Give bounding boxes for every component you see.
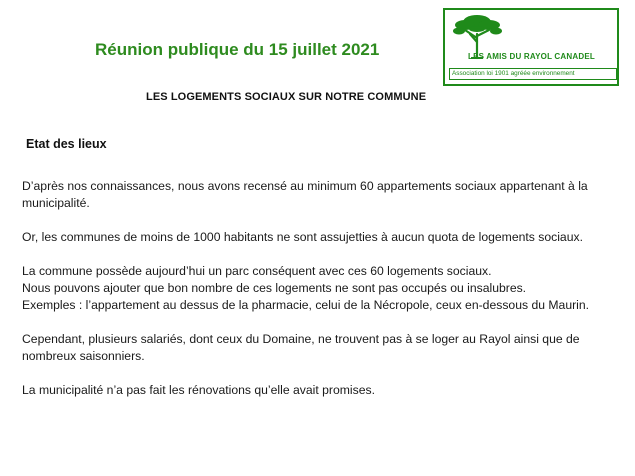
association-logo (443, 8, 619, 86)
paragraph-line: Exemples : l’appartement au dessus de la pharmacie, celui de la Nécropole, ceux en-dessous du Maurin. (22, 298, 590, 312)
paragraph-line: La commune possède aujourd’hui un parc conséquent avec ces 60 logements sociaux. (22, 264, 492, 278)
paragraph-line: Nous pouvons ajouter que bon nombre de ces logements ne sont pas occupés ou insalubres. (22, 281, 527, 295)
paragraph-line: D’après nos connaissances, nous avons recensé au minimum 60 appartements sociaux appartenant à la (22, 179, 588, 193)
section-heading: Etat des lieux (26, 137, 107, 151)
paragraph-line: Cependant, plusieurs salariés, dont ceux du Domaine, ne trouvent pas à se loger au Rayol ainsi que de (22, 332, 580, 346)
paragraph-line: municipalité. (22, 196, 90, 210)
association-name: LES AMIS DU RAYOL CANADEL (468, 52, 595, 61)
paragraph-line: Or, les communes de moins de 1000 habitants ne sont assujetties à aucun quota de logements sociaux. (22, 230, 583, 244)
page-title: Réunion publique du 15 juillet 2021 (95, 40, 380, 59)
page-subtitle: LES LOGEMENTS SOCIAUX SUR NOTRE COMMUNE (146, 91, 427, 103)
body-text (22, 178, 622, 399)
paragraph-line: nombreux saisonniers. (22, 349, 145, 363)
association-tagline: Association loi 1901 agréée environnement (449, 68, 617, 80)
paragraph-line: La municipalité n’a pas fait les rénovations qu’elle avait promises. (22, 383, 375, 397)
